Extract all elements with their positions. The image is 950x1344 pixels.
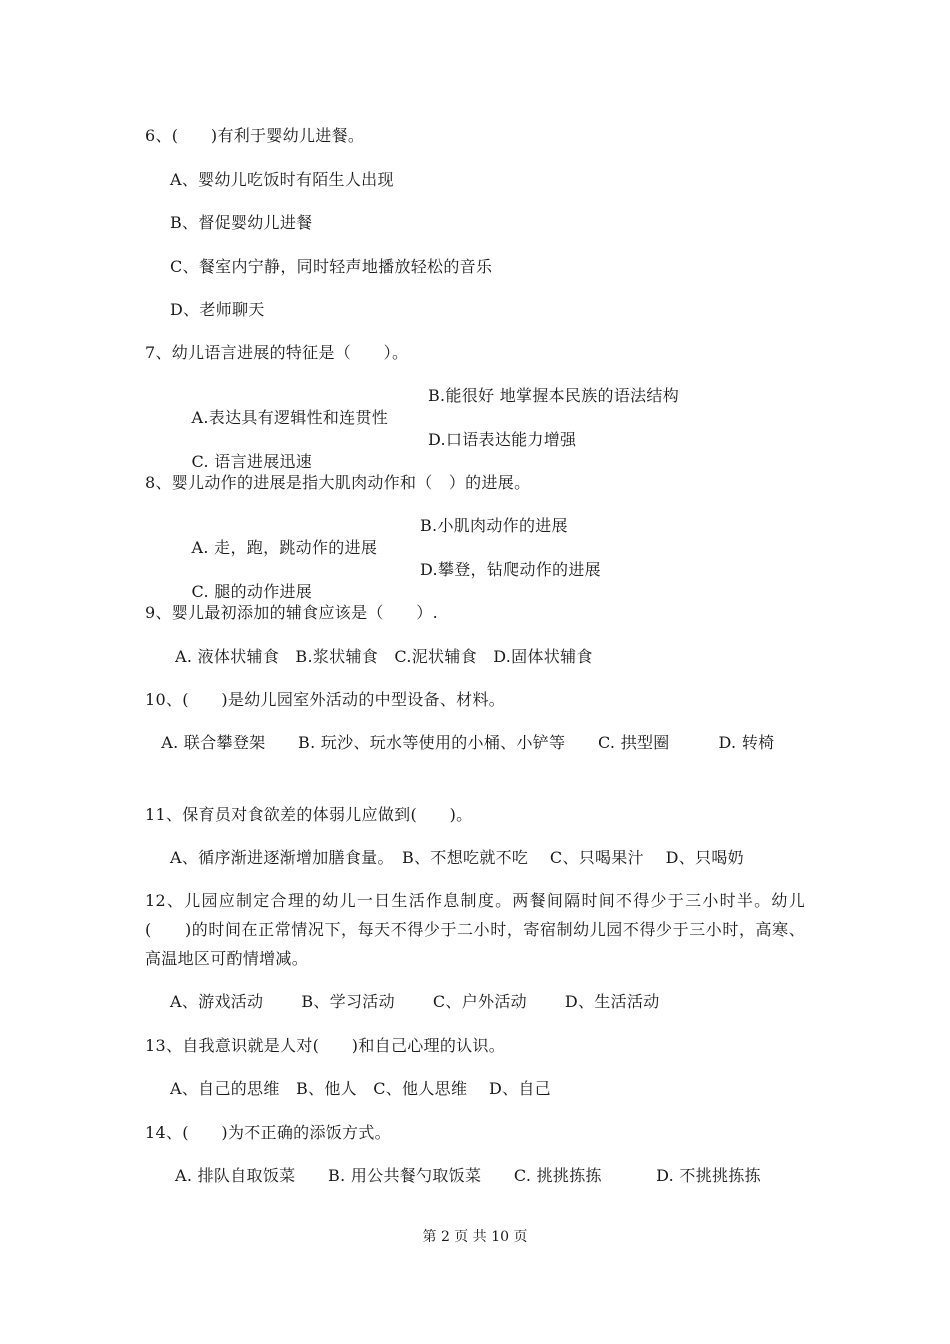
question-11-stem: 11、保育员对食欲差的体弱儿应做到( )。 <box>145 805 473 824</box>
question-10-stem: 10、( )是幼儿园室外活动的中型设备、材料。 <box>145 690 506 709</box>
question-9-options: A. 液体状辅食 B.浆状辅食 C.泥状辅食 D.固体状辅食 <box>175 647 593 666</box>
question-6-option-c: C、餐室内宁静，同时轻声地播放轻松的音乐 <box>170 257 493 276</box>
question-8-option-d: D.攀登，钻爬动作的进展 <box>420 560 601 579</box>
question-10-options: A. 联合攀登架 B. 玩沙、玩水等使用的小桶、小铲等 C. 拱型圈 D. 转椅 <box>145 733 775 752</box>
question-6-option-a: A、婴幼儿吃饭时有陌生人出现 <box>170 170 394 189</box>
question-13-stem: 13、自我意识就是人对( )和自己心理的认识。 <box>145 1036 506 1055</box>
question-6-stem: 6、( )有利于婴幼儿进餐。 <box>145 126 365 145</box>
question-8-stem: 8、婴儿动作的进展是指大肌肉动作和（ ）的进展。 <box>145 473 531 492</box>
question-12-options: A、游戏活动 B、学习活动 C、户外活动 D、生活活动 <box>170 992 660 1011</box>
question-8-option-c: C. 腿的动作进展 <box>191 582 313 601</box>
question-14-stem: 14、( )为不正确的添饭方式。 <box>145 1123 391 1142</box>
question-8-option-a: A. 走，跑，跳动作的进展 <box>191 538 378 557</box>
question-7-option-a: A.表达具有逻辑性和连贯性 <box>191 408 389 427</box>
question-14-options: A. 排队自取饭菜 B. 用公共餐勺取饭菜 C. 挑挑拣拣 D. 不挑挑拣拣 <box>175 1166 761 1185</box>
question-6-option-b: B、督促婴幼儿进餐 <box>170 213 313 232</box>
question-11-options: A、循序渐进逐渐增加膳食量。 B、不想吃就不吃 C、只喝果汁 D、只喝奶 <box>170 848 744 867</box>
question-8-option-b: B.小肌肉动作的进展 <box>420 516 568 535</box>
question-7-option-b: B.能很好 地掌握本民族的语法结构 <box>428 386 680 405</box>
question-13-options: A、自己的思维 B、他人 C、他人思维 D、自己 <box>170 1079 551 1098</box>
question-7-option-d: D.口语表达能力增强 <box>428 430 577 449</box>
question-6-option-d: D、老师聊天 <box>170 300 265 319</box>
page-footer: 第 2 页 共 10 页 <box>422 1229 528 1245</box>
question-12-stem: 12、儿园应制定合理的幼儿一日生活作息制度。两餐间隔时间不得少于三小时半。幼儿( )的时间在正常情况下，每天不得少于二小时，寄宿制幼儿园不得少于三小时，高寒、高温地区可酌情增减。 <box>145 891 805 968</box>
question-9-stem: 9、婴儿最初添加的辅食应该是（ ）. <box>145 603 438 622</box>
question-7-stem: 7、幼儿语言进展的特征是（ ）。 <box>145 343 409 362</box>
question-7-option-c: C. 语言进展迅速 <box>191 452 313 471</box>
